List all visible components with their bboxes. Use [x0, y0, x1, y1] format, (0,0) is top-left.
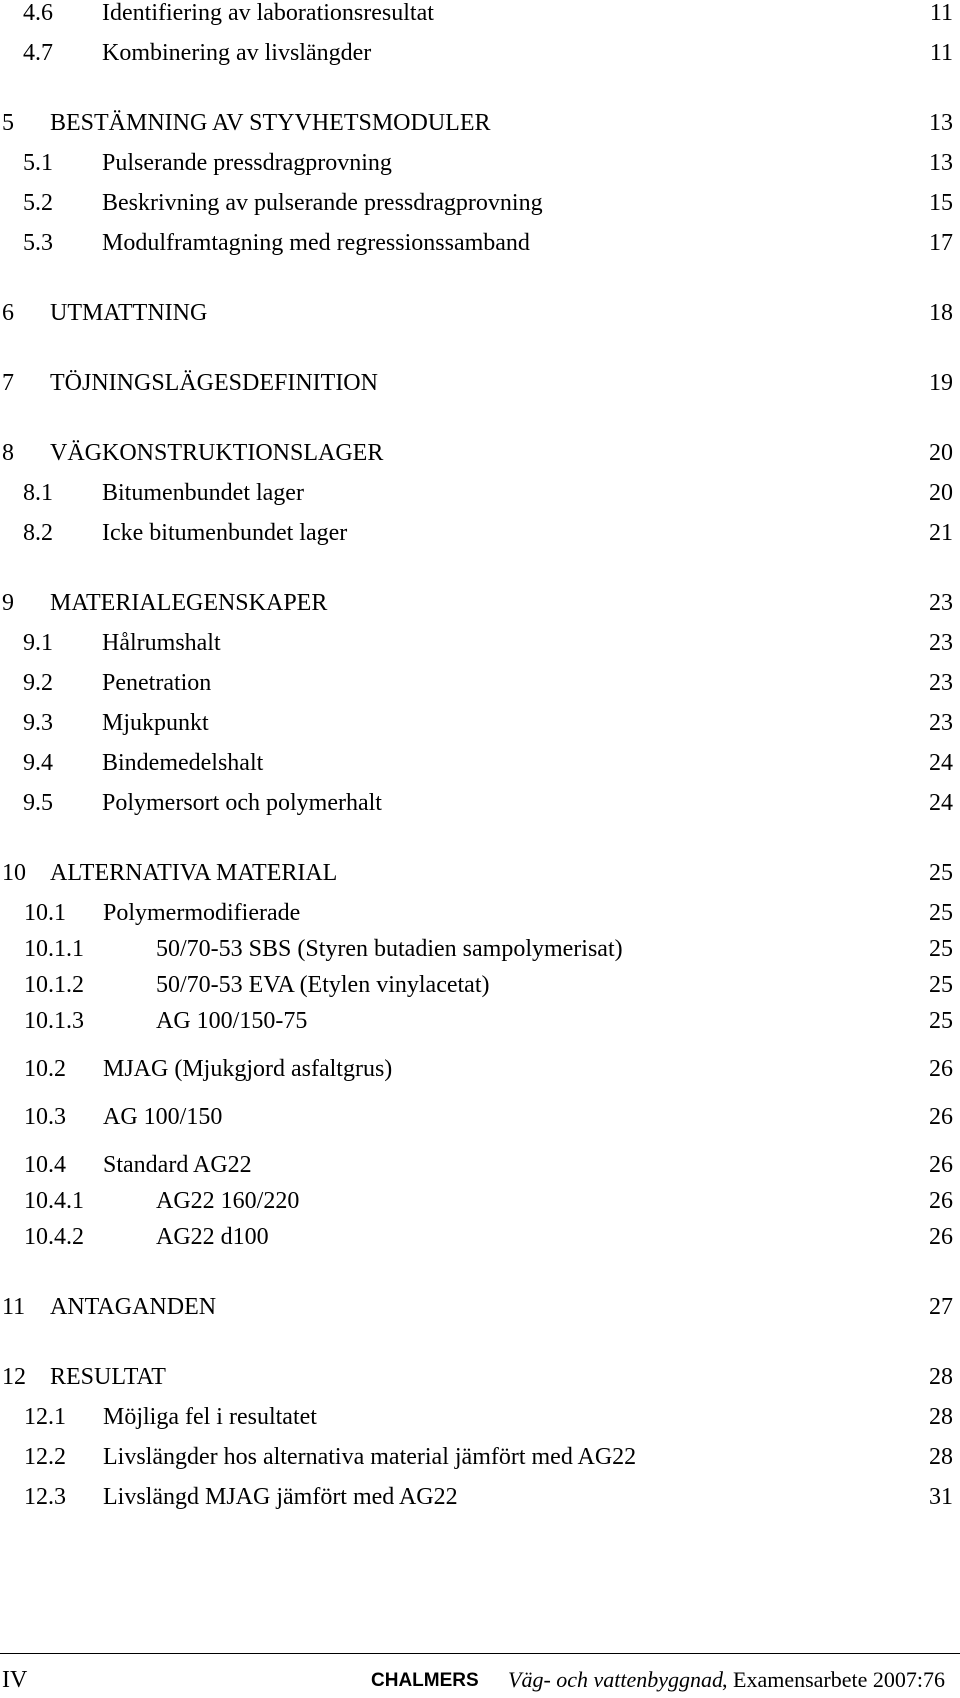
toc-entry-title: Penetration: [102, 670, 212, 696]
toc-entry: [0, 1100, 960, 1134]
toc-entry-page: 20: [929, 440, 953, 466]
toc-entry-title: ALTERNATIVA MATERIAL: [50, 860, 338, 886]
toc-entry: [0, 106, 960, 140]
toc-entry-title: Polymermodifierade: [103, 900, 301, 926]
toc-entry-page: 11: [929, 0, 953, 26]
toc-entry: [0, 586, 960, 620]
institution-name: CHALMERS: [371, 1670, 479, 1691]
toc-entry-number: 10.1.3: [24, 1008, 84, 1034]
toc-entry: [0, 366, 960, 400]
toc-entry-page: 13: [929, 150, 953, 176]
toc-entry-page: 25: [929, 936, 953, 962]
toc-entry-title: MATERIALEGENSKAPER: [50, 590, 328, 616]
toc-entry-title: AG22 160/220: [156, 1188, 300, 1214]
toc-entry: [0, 896, 960, 930]
toc-entry-page: 28: [929, 1364, 953, 1390]
toc-entry-title: Pulserande pressdragprovning: [102, 150, 392, 176]
toc-entry-page: 25: [929, 1008, 953, 1034]
report-id: , Examensarbete 2007:76: [722, 1667, 945, 1692]
toc-entry-number: 4.7: [23, 40, 53, 66]
toc-entry-page: 28: [929, 1444, 953, 1470]
toc-entry-page: 26: [929, 1104, 953, 1130]
page-number: IV: [2, 1667, 28, 1693]
toc-entry-number: 5.1: [23, 150, 53, 176]
toc-entry-number: 10.1.1: [24, 936, 84, 962]
toc-entry: [0, 968, 960, 1002]
toc-entry-title: Beskrivning av pulserande pressdragprovning: [102, 190, 543, 216]
toc-entry-page: 17: [929, 230, 953, 256]
toc-entry-number: 9.3: [23, 710, 53, 736]
toc-entry-title: AG 100/150: [103, 1104, 223, 1130]
toc-entry-number: 9.5: [23, 790, 53, 816]
toc-entry-page: 25: [929, 900, 953, 926]
toc-entry: [0, 666, 960, 700]
toc-entry-number: 8.1: [23, 480, 53, 506]
toc-entry: [0, 436, 960, 470]
toc-entry-page: 18: [929, 300, 953, 326]
toc-entry-title: 50/70-53 SBS (Styren butadien sampolymerisat): [156, 936, 623, 962]
toc-entry: [0, 0, 960, 30]
toc-entry-number: 12.2: [24, 1444, 66, 1470]
toc-entry: [0, 1184, 960, 1218]
toc-entry-title: Polymersort och polymerhalt: [102, 790, 382, 816]
toc-entry-title: BESTÄMNING AV STYVHETSMODULER: [50, 110, 491, 136]
toc-entry-number: 9.4: [23, 750, 53, 776]
toc-entry-title: Kombinering av livslängder: [102, 40, 372, 66]
department-name: Väg- och vattenbyggnad: [508, 1667, 724, 1692]
toc-entry-number: 10.1: [24, 900, 66, 926]
toc-entry-title: Mjukpunkt: [102, 710, 209, 736]
toc-entry-title: AG22 d100: [156, 1224, 269, 1250]
toc-entry-number: 9.1: [23, 630, 53, 656]
toc-entry-number: 9: [2, 590, 14, 616]
toc-entry: [0, 856, 960, 890]
toc-entry-number: 9.2: [23, 670, 53, 696]
toc-entry-page: 24: [929, 790, 953, 816]
toc-entry-number: 10.4.1: [24, 1188, 84, 1214]
toc-entry: [0, 1290, 960, 1324]
toc-entry-page: 20: [929, 480, 953, 506]
toc-entry-page: 13: [929, 110, 953, 136]
toc-entry-page: 24: [929, 750, 953, 776]
toc-entry: [0, 1148, 960, 1182]
toc-entry-title: 50/70-53 EVA (Etylen vinylacetat): [156, 972, 490, 998]
toc-entry-page: 25: [929, 860, 953, 886]
toc-entry-title: MJAG (Mjukgjord asfaltgrus): [103, 1056, 393, 1082]
toc-entry: [0, 226, 960, 260]
toc-entry-number: 10.1.2: [24, 972, 84, 998]
toc-entry-page: 25: [929, 972, 953, 998]
toc-entry-number: 5.2: [23, 190, 53, 216]
toc-entry-number: 5: [2, 110, 14, 136]
toc-entry-page: 31: [929, 1484, 953, 1510]
toc-entry-number: 10.2: [24, 1056, 66, 1082]
toc-entry: [0, 1440, 960, 1474]
toc-entry: [0, 626, 960, 660]
toc-entry-title: RESULTAT: [50, 1364, 166, 1390]
toc-entry-title: VÄGKONSTRUKTIONSLAGER: [50, 440, 384, 466]
toc-entry-title: Bindemedelshalt: [102, 750, 264, 776]
toc-entry: [0, 1360, 960, 1394]
toc-entry-title: Livslängd MJAG jämfört med AG22: [103, 1484, 458, 1510]
toc-entry-page: 27: [929, 1294, 953, 1320]
toc-entry: [0, 746, 960, 780]
toc-entry-page: 23: [929, 710, 953, 736]
toc-entry-title: Icke bitumenbundet lager: [102, 520, 348, 546]
toc-entry-title: Möjliga fel i resultatet: [103, 1404, 317, 1430]
toc-entry-page: 23: [929, 630, 953, 656]
toc-entry-title: ANTAGANDEN: [50, 1294, 217, 1320]
toc-entry-page: 26: [929, 1188, 953, 1214]
toc-entry-title: UTMATTNING: [50, 300, 208, 326]
toc-entry-number: 5.3: [23, 230, 53, 256]
toc-entry-number: 10.4: [24, 1152, 66, 1178]
page-footer: [0, 1653, 960, 1694]
toc-entry-number: 10: [2, 860, 26, 886]
toc-entry-number: 10.3: [24, 1104, 66, 1130]
toc-entry-page: 28: [929, 1404, 953, 1430]
toc-entry: [0, 1480, 960, 1514]
toc-entry-number: 6: [2, 300, 14, 326]
toc-entry-title: Livslängder hos alternativa material jämfört med AG22: [103, 1444, 637, 1470]
toc-entry-number: 12.1: [24, 1404, 66, 1430]
toc-entry-title: TÖJNINGSLÄGESDEFINITION: [50, 370, 378, 396]
toc-entry-title: Hålrumshalt: [102, 630, 221, 656]
toc-entry: [0, 706, 960, 740]
toc-entry: [0, 36, 960, 70]
toc-entry-number: 12: [2, 1364, 26, 1390]
toc-entry: [0, 1220, 960, 1254]
toc-entry: [0, 186, 960, 220]
toc-entry-page: 19: [929, 370, 953, 396]
toc-entry-number: 7: [2, 370, 14, 396]
toc-entry-page: 26: [929, 1056, 953, 1082]
toc-entry: [0, 1400, 960, 1434]
toc-entry: [0, 1052, 960, 1086]
toc-entry-number: 4.6: [23, 0, 53, 26]
toc-entry-page: 26: [929, 1152, 953, 1178]
toc-entry: [0, 146, 960, 180]
toc-entry-number: 12.3: [24, 1484, 66, 1510]
toc-entry-page: 21: [929, 520, 953, 546]
toc-entry-page: 26: [929, 1224, 953, 1250]
toc-entry-number: 10.4.2: [24, 1224, 84, 1250]
toc-entry: [0, 476, 960, 510]
toc-entry: [0, 516, 960, 550]
toc-entry-page: 15: [929, 190, 953, 216]
toc-entry: [0, 932, 960, 966]
toc-entry-number: 8.2: [23, 520, 53, 546]
toc-entry-title: Standard AG22: [103, 1152, 252, 1178]
toc-entry: [0, 296, 960, 330]
toc-entry-title: Modulframtagning med regressionssamband: [102, 230, 530, 256]
toc-entry: [0, 1004, 960, 1038]
toc-entry-page: 23: [929, 590, 953, 616]
toc-entry-title: Identifiering av laborationsresultat: [102, 0, 434, 26]
toc-entry: [0, 786, 960, 820]
toc-entry-page: 11: [929, 40, 953, 66]
toc-entry-page: 23: [929, 670, 953, 696]
toc-entry-number: 11: [2, 1294, 26, 1320]
toc-entry-number: 8: [2, 440, 14, 466]
toc-entry-title: Bitumenbundet lager: [102, 480, 304, 506]
toc-entry-title: AG 100/150-75: [156, 1008, 308, 1034]
